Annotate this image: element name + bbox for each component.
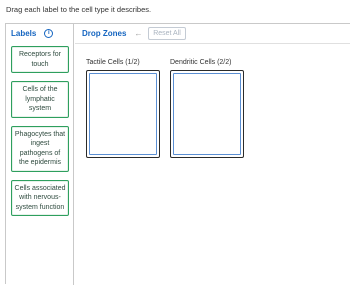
- drop-zones-panel: [75, 24, 350, 285]
- drop-zones-header: [82, 24, 142, 43]
- header-divider: [75, 43, 350, 44]
- draggable-label-nervous-system-cells[interactable]: Cells associated with nervous-system function: [11, 180, 69, 217]
- reset-all-button[interactable]: Reset All: [148, 27, 186, 40]
- labels-header: [11, 24, 71, 43]
- instructions-text: Drag each label to the cell type it describes.: [6, 5, 152, 14]
- draggable-label-lymphatic-cells[interactable]: Cells of the lymphatic system: [11, 81, 69, 118]
- drop-zone-dendritic-cells[interactable]: [170, 70, 244, 158]
- labels-panel: [6, 24, 74, 285]
- draggable-label-receptors-for-touch[interactable]: Receptors for touch: [11, 46, 69, 73]
- labels-title: Labels: [11, 29, 37, 38]
- arrow-left-icon[interactable]: ←: [134, 29, 143, 38]
- draggable-label-phagocytes[interactable]: Phagocytes that ingest pathogens of the epidermis: [11, 126, 69, 172]
- drop-zone-tactile-cells[interactable]: [86, 70, 160, 158]
- drag-drop-workspace: [5, 23, 350, 284]
- drop-target-slot[interactable]: [173, 73, 241, 155]
- drop-target-slot[interactable]: [89, 73, 157, 155]
- zone-title-dendritic-cells: Dendritic Cells (2/2): [170, 59, 232, 66]
- zone-title-tactile-cells: Tactile Cells (1/2): [86, 59, 140, 66]
- label-list: [11, 46, 69, 224]
- drop-zones-title: Drop Zones: [82, 29, 127, 38]
- info-icon[interactable]: i: [44, 29, 53, 38]
